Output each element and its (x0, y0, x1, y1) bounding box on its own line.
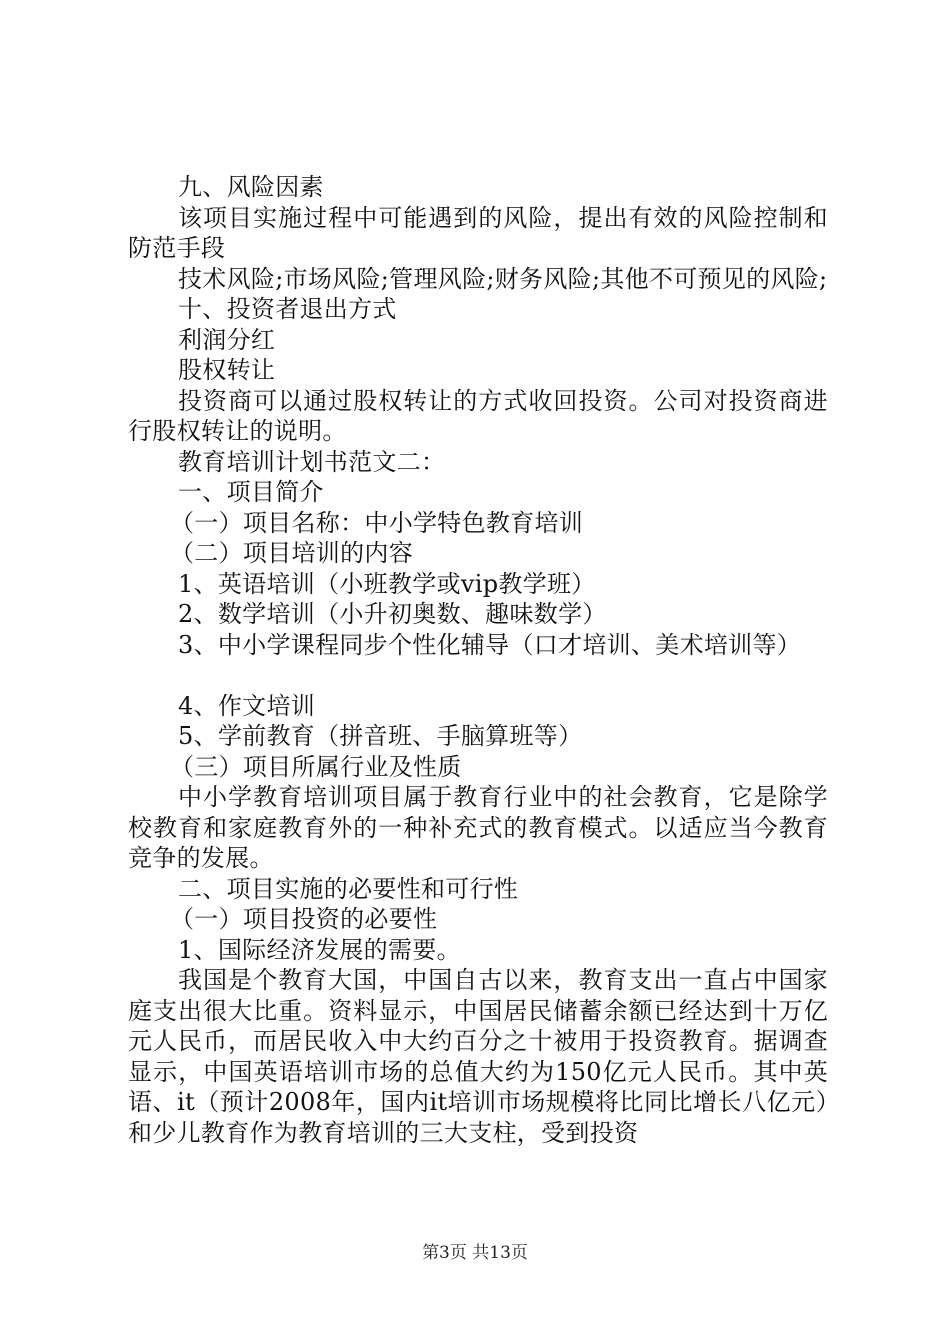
blank-line (128, 660, 828, 691)
paragraph: 二、项目实施的必要性和可行性 (178, 874, 519, 903)
paragraph: 一、项目简介 (178, 478, 324, 506)
paragraph: 利润分红 (178, 325, 276, 354)
paragraph: 中小学教育培训项目属于教育行业中的社会教育，它是除学校教育和家庭教育外的一种补充式的教育模式。以适应当今教育竞争的发展。 (128, 783, 828, 872)
document-body (128, 172, 828, 1148)
paragraph: 十、投资者退出方式 (178, 295, 397, 323)
paragraph: 1、国际经济发展的需要。 (178, 935, 461, 964)
paragraph: 我国是个教育大国，中国自古以来，教育支出一直占中国家庭支出很大比重。资料显示，中国居民储蓄余额已经达到十万亿元人民币，而居民收入中大约百分之十被用于投资教育。据调查显示，中国英语培训市场的总值大约为150亿元人民币。其中英语、it（预计2008年，国内it培训市场规模将比同比增长八亿元）和少儿教育作为教育培训的三大支柱，受到投资 (128, 966, 828, 1147)
paragraph: （三）项目所属行业及性质 (170, 752, 462, 781)
paragraph: 技术风险;市场风险;管理风险;财务风险;其他不可预见的风险; (178, 264, 828, 293)
paragraph: （一）项目投资的必要性 (170, 905, 438, 933)
paragraph: 4、作文培训 (178, 691, 316, 720)
paragraph: 1、英语培训（小班教学或vip教学班） (178, 569, 596, 598)
paragraph: 5、学前教育（拼音班、手脑算班等） (178, 722, 583, 750)
paragraph: （一）项目名称：中小学特色教育培训 (170, 508, 584, 537)
paragraph: 九、风险因素 (178, 173, 324, 201)
paragraph: 该项目实施过程中可能遇到的风险，提出有效的风险控制和防范手段 (128, 203, 828, 262)
paragraph: 投资商可以通过股权转让的方式收回投资。公司对投资商进行股权转让的说明。 (128, 386, 828, 445)
paragraph: 股权转让 (178, 356, 276, 384)
paragraph: 2、数学培训（小升初奥数、趣味数学） (178, 600, 607, 628)
paragraph: （二）项目培训的内容 (170, 539, 413, 567)
paragraph: 教育培训计划书范文二： (178, 447, 446, 476)
page-footer: 第3页 共13页 (422, 1243, 528, 1263)
paragraph: 3、中小学课程同步个性化辅导（口才培训、美术培训等） (178, 630, 802, 659)
